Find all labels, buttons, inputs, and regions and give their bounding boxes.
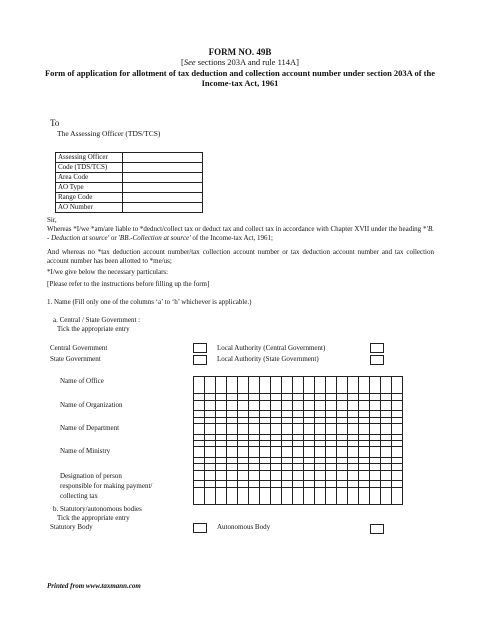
section-1-title: 1. Name (Fill only one of the columns ‘a’ to ‘h’ whichever is applicable.) <box>47 298 252 306</box>
assessing-officer-addressee: The Assessing Officer (TDS/TCS) <box>57 129 161 138</box>
central-government-checkbox[interactable] <box>193 343 207 353</box>
designation-grid[interactable] <box>193 470 403 488</box>
ao-label: Assessing Officer <box>56 153 123 163</box>
ao-label: AO Type <box>56 183 123 193</box>
table-row <box>56 203 203 213</box>
char-box[interactable] <box>391 487 403 505</box>
autonomous-body-checkbox[interactable] <box>370 524 384 534</box>
name-of-office-label: Name of Office <box>60 377 104 385</box>
local-authority-central-label: Local Authority (Central Government) <box>217 344 326 352</box>
ao-code-table <box>55 152 203 213</box>
ao-value-field[interactable] <box>123 153 203 163</box>
statutory-body-label: Statutory Body <box>50 523 93 531</box>
instructions-note: [Please refer to the instructions before filling up the form] <box>47 280 210 288</box>
ao-value-field[interactable] <box>123 203 203 213</box>
table-row <box>56 163 203 173</box>
designation-grid-row-2[interactable] <box>193 487 403 505</box>
local-authority-state-label: Local Authority (State Government) <box>217 355 319 363</box>
ao-value-field[interactable] <box>123 163 203 173</box>
char-box[interactable] <box>391 470 403 488</box>
local-authority-state-checkbox[interactable] <box>370 355 384 365</box>
name-of-department-label: Name of Department <box>60 424 120 432</box>
table-row <box>56 153 203 163</box>
name-of-ministry-label: Name of Ministry <box>60 447 111 455</box>
form-title: Form of application for allotment of tax deduction and collection account number under section 203A of the Income-tax Act, 1961 <box>44 68 436 88</box>
table-row <box>56 183 203 193</box>
name-of-ministry-grid[interactable] <box>193 446 403 464</box>
form-sections-reference: [See sections 203A and rule 114A] <box>181 57 299 67</box>
to-label: To <box>50 118 60 128</box>
state-government-label: State Government <box>50 355 101 363</box>
name-of-organization-grid[interactable] <box>193 400 403 418</box>
subsection-a-title: a. Central / State Government : <box>53 316 141 324</box>
char-box[interactable] <box>391 446 403 464</box>
subsection-a-tick-note: Tick the appropriate entry <box>57 325 130 333</box>
whereas-paragraph-2: And whereas no *tax deduction account number/tax collection account number or tax deduction account number and tax collection account number has been allotted to *me/us; <box>47 248 434 265</box>
ao-label: Area Code <box>56 173 123 183</box>
name-of-department-grid[interactable] <box>193 423 403 441</box>
designation-label-line-2: responsible for making payment/ <box>60 482 153 490</box>
subsection-b-title: b. Statutory/autonomous bodies <box>53 505 142 513</box>
printed-from-footer: Printed from www.taxmann.com <box>47 582 141 590</box>
table-row <box>56 173 203 183</box>
ao-label: AO Number <box>56 203 123 213</box>
char-box[interactable] <box>391 376 403 394</box>
ao-label: Code (TDS/TCS) <box>56 163 123 173</box>
state-government-checkbox[interactable] <box>193 355 207 365</box>
whereas-paragraph-1: Whereas *I/we *am/are liable to *deduct/collect tax or deduct tax and collect tax in accordance with Chapter XVII under the heading *'B. - Deduction at source' or 'BB.-Collection at source' of the Income-tax Act, 1961; <box>47 225 434 242</box>
local-authority-central-checkbox[interactable] <box>370 343 384 353</box>
ao-value-field[interactable] <box>123 173 203 183</box>
char-box[interactable] <box>391 400 403 418</box>
particulars-line: *I/we give below the necessary particulars: <box>47 268 169 276</box>
ao-value-field[interactable] <box>123 183 203 193</box>
salutation: Sir, <box>47 216 57 224</box>
see-word: See <box>183 57 196 67</box>
table-row <box>56 193 203 203</box>
designation-label-line-1: Designation of person <box>60 472 122 480</box>
ao-label: Range Code <box>56 193 123 203</box>
name-of-organization-label: Name of Organization <box>60 401 123 409</box>
subsection-b-tick-note: Tick the appropriate entry <box>57 514 130 522</box>
designation-label-line-3: collecting tax <box>60 492 98 500</box>
statutory-body-checkbox[interactable] <box>193 523 207 533</box>
name-of-office-grid[interactable] <box>193 376 403 394</box>
form-number: FORM NO. 49B <box>208 47 272 57</box>
char-box[interactable] <box>391 423 403 441</box>
central-government-label: Central Government <box>50 344 108 352</box>
ao-value-field[interactable] <box>123 193 203 203</box>
autonomous-body-label: Autonomous Body <box>217 523 271 531</box>
